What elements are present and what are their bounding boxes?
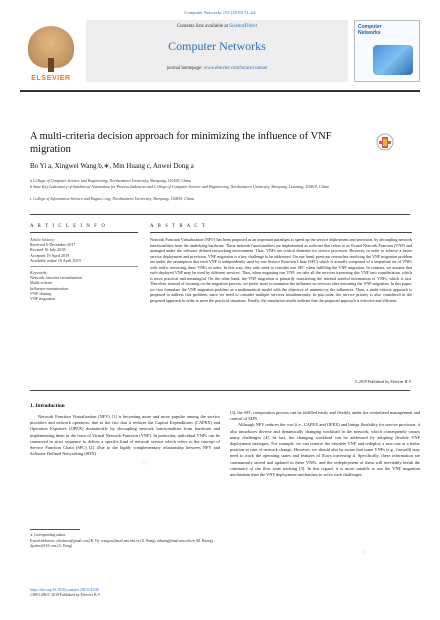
keyword-item: Network function virtualization bbox=[30, 275, 82, 281]
intro-right-paragraph-2: Although NFV reduces the cost (i.e., CAPEX and OPEX) and brings flexibility for service provision, it also introduces diverse and dynamically changing workload in the network, which consequently causes many challenges [4]. In fact, the changing workload can be addressed by adopting flexible VNF deployment strategies. For example, we can remove the obsolete VNF and redeploy a new one at a better position in case of network change. However, we should also be aware that some VNFs (e.g., firewall) may need to track the operating states and features of flows traversing it. Specifically, these information are continuously stored and updated in these VNFs, and the redeployment of them will inevitably break the continuity of the flow state tracking [5]. In this regard, it is more suitable to use the VNF migration mechanism than the VNF deployment mechanism to solve such challenges. bbox=[230, 422, 420, 478]
sciencedirect-link[interactable]: ScienceDirect bbox=[229, 24, 258, 29]
abstract-text: Network Function Virtualization (NFV) has been proposed as an important paradigm to speed up the service deployment and provision, by decoupling network functionalities from the underlying hardware. These network functionalities are implemented as software that refers to as Virtual Network Function (VNF) and managed under the software defined networking environment. Thus, VNFs are critical elements for service provision. However, in order to achieve a better service deployment and provision, VNF migration is a key challenge to be addressed. On one hand, previous researches resolving the VNF migration problem are under the assumption that each VNF is independently used by one Service Function Chain (SFC) which is actually composed of a sequential set of VNFs with traffic traversing these VNFs in order. In this way, they only need to consider one SFC when fulfilling the VNF migration. In contrast, we assume that each deployed VNF may be used by different services. Thus, when migrating one VNF, we take all the services traversing this VNF into consideration, which is more practical and meaningful. On the other hand, the VNF migration is primarily transferring the internal stateful information of VNFs, which is fast. Therefore, instead of focusing on the migration process, we prefer more to minimize the influence on services after executing the VNF migration. In this paper, we first formulate the VNF migration problem as a mathematical model with the objective of minimizing the influences. Then, a multi-criteria approach is proposed to address this problem; since we need to consider multiple services simultaneously. In particular, the service priority is also considered in the proposed approach in order to meet the practical situations. Finally, the simulation results indicate that the proposed approach is effective and efficient. bbox=[150, 237, 412, 304]
history-received: Received 6 December 2017 bbox=[30, 242, 76, 248]
issn-line: 1389-1286/© 2019 Published by Elsevier B.V. bbox=[30, 593, 101, 597]
homepage-link[interactable]: www.elsevier.com/locate/comnet bbox=[203, 66, 268, 71]
elsevier-wordmark: ELSEVIER bbox=[31, 75, 71, 82]
affiliation-c: c College of Information Science and Engineering, Northeastern University, Shenyang, 110819, China bbox=[30, 196, 195, 201]
journal-title[interactable]: Computer Networks bbox=[168, 39, 266, 53]
keyword-item: Multi-criteria bbox=[30, 280, 53, 286]
contents-line bbox=[86, 24, 348, 29]
keyword-item: VNF migration bbox=[30, 296, 56, 302]
homepage-prefix: journal homepage: bbox=[166, 66, 203, 71]
history-revised: Revised 16 July 2018 bbox=[30, 247, 66, 253]
journal-citation-link[interactable]: Computer Networks 155 (2019) 51–62 bbox=[184, 10, 256, 15]
abstract-rule bbox=[150, 232, 412, 233]
journal-info-box bbox=[86, 20, 348, 82]
footnote-emails: E-mail addresses: yibobooo@gmail.com (B. Yi), wangxw@mail.neu.edu.cn (X. Wang), mhuang@mail.neu.edu.cn (M. Huang), djydaw@163.com (A. Dong). bbox=[30, 539, 214, 548]
abstract-copyright: © 2019 Published by Elsevier B.V. bbox=[354, 379, 412, 384]
affiliation-divider bbox=[30, 214, 410, 215]
footnote-corresponding: ∗ Corresponding author. bbox=[30, 533, 67, 537]
article-info-heading: A R T I C L E I N F O bbox=[30, 224, 107, 229]
footnote-rule bbox=[30, 529, 80, 530]
doi-link[interactable]: https://doi.org/10.1016/j.comnet.2019.04.030 bbox=[30, 588, 99, 592]
journal-masthead bbox=[20, 20, 420, 84]
elsevier-tree-trunk-icon bbox=[48, 58, 54, 72]
history-keywords-divider bbox=[30, 266, 138, 267]
cover-title-line2: Networks bbox=[358, 30, 381, 36]
article-history-block bbox=[30, 237, 138, 263]
paper-title: A multi-criteria decision approach for minimizing the influence of VNF migration bbox=[30, 131, 332, 155]
history-online: Available online 19 April 2019 bbox=[30, 257, 81, 263]
svg-text:✦: ✦ bbox=[134, 451, 154, 474]
section-heading-introduction: 1. Introduction bbox=[30, 403, 65, 409]
contents-prefix: Contents lists available at bbox=[176, 24, 228, 29]
affiliation-a: a College of Computer Science and Engineering, Northeastern University, Shenyang, 110169, China bbox=[30, 178, 192, 183]
masthead-divider bbox=[20, 90, 420, 92]
intro-left-paragraph: Network Function Virtualization (NFV) [1] is becoming more and more popular among the service providers and network operators, due to the fact that it reduces the Capital Expenditures (CAPEX) and Operation Expenses (OPEX) dramatically by decoupling network functionalities from hardware and implementing them in the form of Virtual Network Function (VNF). In particular, individual VNFs can be connected in strict sequence to deliver a specific kind of network service which refers to the concept of Service Function Chain (SFC) [2]. Due to the highly complementary relationship between NFV and Software Defined Networking (SDN) bbox=[30, 414, 220, 457]
journal-cover-thumbnail[interactable] bbox=[354, 20, 420, 82]
article-info-rule bbox=[30, 232, 138, 233]
intro-right-column bbox=[230, 410, 420, 478]
abstract-heading: A B S T R A C T bbox=[150, 224, 207, 229]
author-list: Bo Yi a, Xingwei Wang b,∗, Min Huang c, Anwei Dong a bbox=[30, 162, 194, 170]
svg-text:✦: ✦ bbox=[354, 541, 374, 564]
svg-text:✦: ✦ bbox=[94, 186, 114, 209]
affiliation-b: b State Key Laboratory of Synthetical Automation for Process Industries and College of Computer Science and Engineering, Northeastern University, Shenyang, Liaoning, 110819, China bbox=[30, 184, 329, 189]
cover-title bbox=[358, 24, 382, 36]
keyword-item: Influence minimization bbox=[30, 285, 69, 291]
crossmark-icon[interactable] bbox=[376, 133, 394, 151]
keywords-block bbox=[30, 270, 138, 301]
publication-identifiers bbox=[30, 588, 230, 598]
elsevier-logo[interactable] bbox=[20, 24, 82, 82]
svg-text:✦: ✦ bbox=[314, 281, 334, 304]
history-accepted: Accepted 19 April 2019 bbox=[30, 252, 70, 258]
keyword-item: VNF sharing bbox=[30, 290, 52, 296]
keywords-label: Keywords: bbox=[30, 270, 48, 275]
cover-title-line1: Computer bbox=[358, 24, 382, 30]
cover-graphic bbox=[373, 45, 413, 75]
abstract-bottom-divider bbox=[30, 390, 410, 391]
homepage-line bbox=[86, 66, 348, 71]
intro-right-paragraph-1: [3], the SFC composition process can be fulfilled easily and flexibly under the centralized management and control of SDN. bbox=[230, 410, 420, 422]
article-history-label: Article history: bbox=[30, 237, 55, 242]
